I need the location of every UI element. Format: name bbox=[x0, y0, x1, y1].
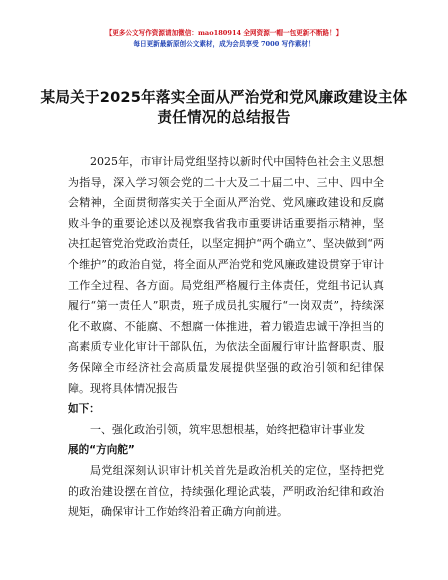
paragraph-1: 2025年，市审计局党组坚持以新时代中国特色社会主义思想为指导，深入学习领会党的二十大及二十届二中、三中、四中全会精神，全面贯彻落实关于全面从严治党、党风廉政建设和反腐败斗争的重要论述以及视察我省我市重要讲话重要指示精神，坚决扛起管党治党政治责任，以坚定拥护“两个确立”、坚决做到“两个维护”的政治自觉，将全面从严治党和党风廉政建设贯穿于审计工作全过程、各方面。局党组严格履行主体责任，党组书记认真履行“第一责任人”职责，班子成员扎实履行“一岗双责”，持续深化不敢腐、不能腐、不想腐一体推进，着力锻造忠诚干净担当的高素质专业化审计干部队伍，为依法全面履行审计监督职责、服务保障全市经济社会高质量发展提供坚强的政治引领和纪律保障。现将具体情况报告 bbox=[68, 155, 384, 395]
paragraph-1-end: 如下： bbox=[68, 403, 100, 416]
document-title: 某局关于2025年落实全面从严治党和党风廉政建设主体责任情况的总结报告 bbox=[40, 89, 408, 126]
section-1-heading-b: 展的“方向舵” bbox=[68, 444, 135, 457]
paragraph-2: 局党组深刻认识审计机关首先是政治机关的定位，坚持把党的政治建设摆在首位，持续强化理论武装，严明政治纪律和政治规矩，确保审计工作始终沿着正确方向前进。 bbox=[68, 463, 384, 519]
promo-banner bbox=[0, 28, 448, 50]
document-body bbox=[68, 152, 384, 523]
section-1-heading-a: 一、强化政治引领，筑牢思想根基，始终把稳审计事业发 bbox=[90, 422, 365, 436]
promo-banner-line-2: 每日更新最新原创公文素材，成为会员享受 7000 写作素材！ bbox=[133, 40, 315, 48]
promo-banner-line-1: 【更多公文写作资源请加微信：mao180914 全网资源一帽一包更新不断路！】 bbox=[105, 29, 343, 37]
